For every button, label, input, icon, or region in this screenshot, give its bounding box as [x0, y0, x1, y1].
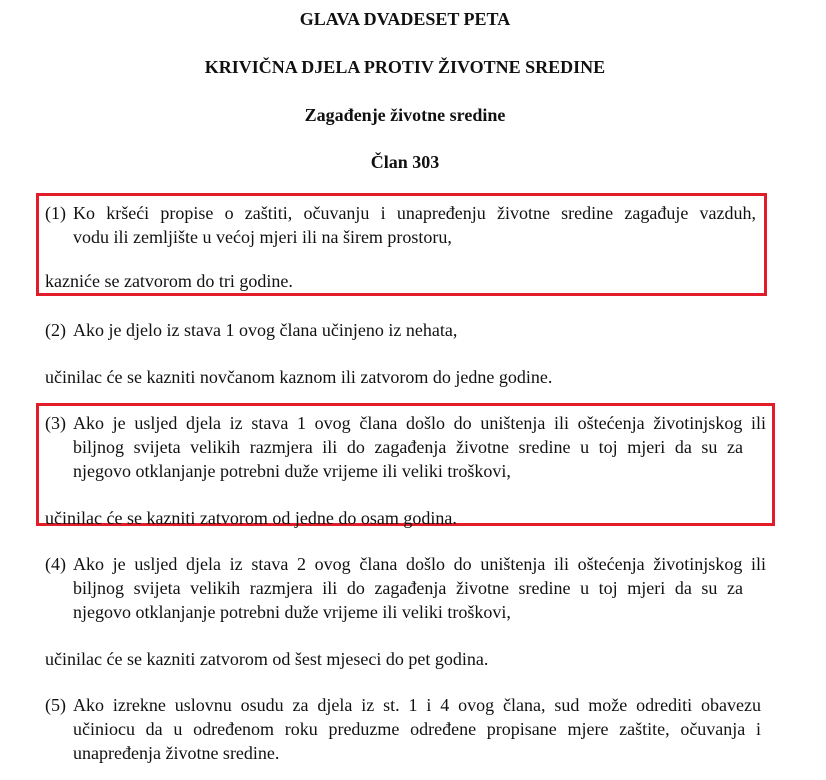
paragraph-5-number: (5) [45, 695, 66, 715]
paragraph-3-line-1: Ako je usljed djela iz stava 1 ovog člana došlo do uništenja ili oštećenja životinjskog ili [73, 413, 766, 433]
paragraph-2-number: (2) [45, 320, 66, 340]
paragraph-4-penalty: učinilac će se kazniti zatvorom od šest mjeseci do pet godina. [45, 649, 489, 669]
paragraph-5-line-1: Ako izrekne uslovnu osudu za djela iz st. 1 i 4 ovog člana, sud može odrediti obavezu [73, 695, 761, 715]
paragraph-1-number: (1) [45, 203, 66, 223]
paragraph-4-line-3: njegovo otklanjanje potrebni duže vrijeme ili veliki troškovi, [73, 602, 511, 622]
chapter-heading: GLAVA DVADESET PETA [299, 9, 511, 29]
paragraph-5-line-2: učiniocu da u određenom roku preduzme određene propisane mjere zaštite, očuvanja i [73, 719, 761, 739]
paragraph-2-line-1: Ako je djelo iz stava 1 ovog člana učinjeno iz nehata, [73, 320, 458, 340]
paragraph-4-number: (4) [45, 554, 66, 574]
article-number: Član 303 [370, 152, 440, 172]
paragraph-1-line-2: vodu ili zemljište u većoj mjeri ili na širem prostoru, [73, 227, 452, 247]
section-subtitle: Zagađenje životne sredine [304, 105, 506, 125]
paragraph-3-line-3: njegovo otklanjanje potrebni duže vrijeme ili veliki troškovi, [73, 461, 511, 481]
paragraph-2-penalty: učinilac će se kazniti novčanom kaznom ili zatvorom do jedne godine. [45, 367, 553, 387]
chapter-title: KRIVIČNA DJELA PROTIV ŽIVOTNE SREDINE [204, 57, 606, 77]
paragraph-1-penalty: kazniće se zatvorom do tri godine. [45, 271, 293, 291]
paragraph-1-line-1: Ko kršeći propise o zaštiti, očuvanju i unapređenju životne sredine zagađuje vazduh, [73, 203, 756, 223]
paragraph-4-line-1: Ako je usljed djela iz stava 2 ovog člana došlo do uništenja ili oštećenja životinjskog ili [73, 554, 766, 574]
paragraph-3-penalty: učinilac će se kazniti zatvorom od jedne do osam godina. [45, 508, 457, 528]
paragraph-3-number: (3) [45, 413, 66, 433]
paragraph-3-line-2: biljnog svijeta velikih razmjera ili do zagađenja životne sredine u toj mjeri da su za [73, 437, 743, 457]
paragraph-5-line-3: unapređenja životne sredine. [73, 743, 280, 763]
paragraph-4-line-2: biljnog svijeta velikih razmjera ili do zagađenja životne sredine u toj mjeri da su za [73, 578, 743, 598]
